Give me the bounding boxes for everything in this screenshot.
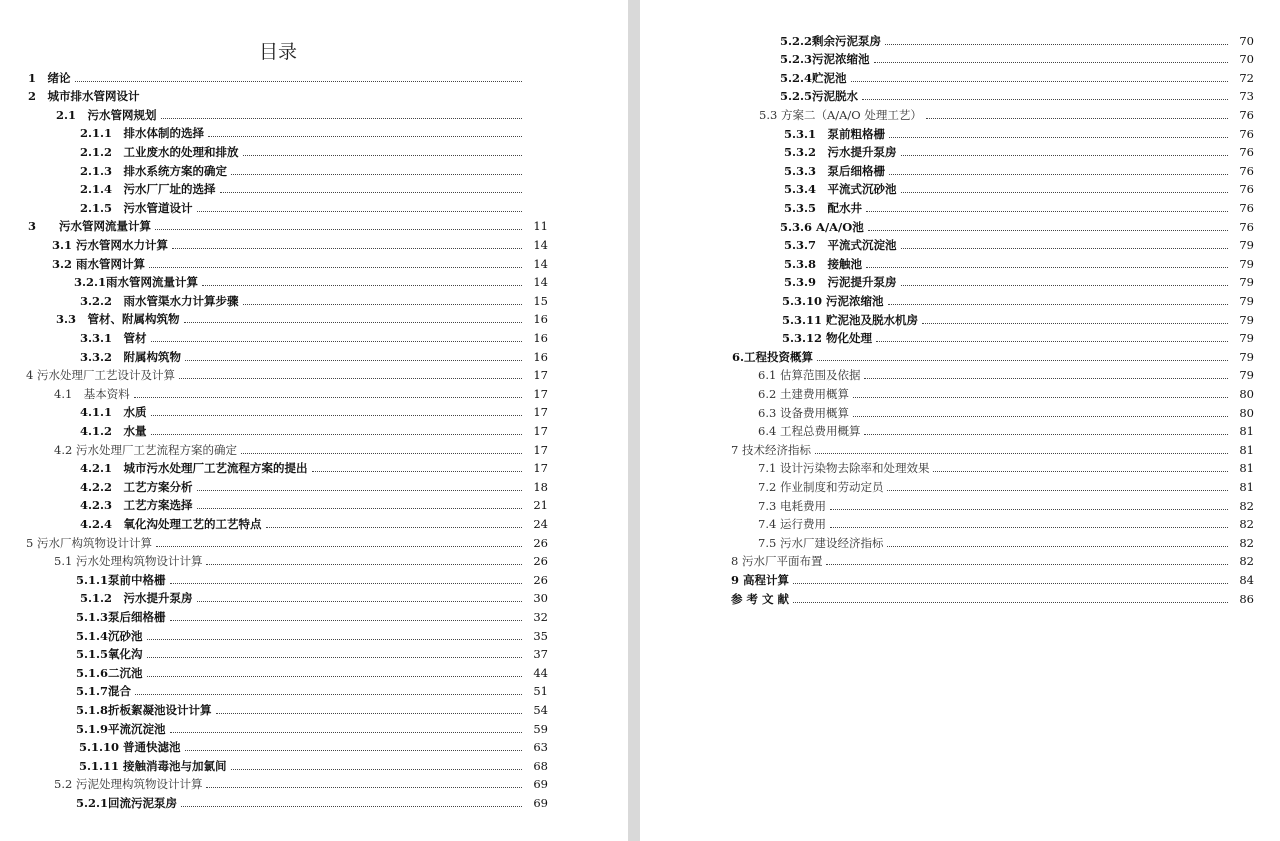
toc-entry[interactable] bbox=[52, 252, 548, 271]
toc-entry-label: 2.1.4 污水厂厂址的选择 bbox=[80, 182, 216, 197]
toc-entry-page: 63 bbox=[533, 740, 548, 755]
toc-entry-label: 4.2.1 城市污水处理厂工艺流程方案的提出 bbox=[80, 461, 308, 476]
toc-leader-dots bbox=[147, 656, 522, 658]
toc-leader-dots bbox=[887, 545, 1228, 547]
toc-leader-dots bbox=[197, 489, 522, 491]
toc-entry-page: 32 bbox=[533, 609, 548, 624]
toc-entry[interactable] bbox=[54, 438, 548, 457]
toc-entry-label: 7.3 电耗费用 bbox=[758, 498, 826, 513]
toc-entry-page: 26 bbox=[533, 572, 548, 587]
toc-entry[interactable] bbox=[784, 271, 1254, 290]
toc-entry[interactable] bbox=[758, 420, 1254, 439]
left-page bbox=[0, 0, 628, 841]
toc-entry-page: 82 bbox=[1239, 535, 1254, 550]
toc-entry-label: 2.1.2 工业废水的处理和排放 bbox=[80, 144, 239, 159]
toc-leader-dots bbox=[901, 284, 1228, 286]
toc-entry-page: 26 bbox=[533, 535, 548, 550]
toc-entry-label: 3.2.1雨水管网流量计算 bbox=[74, 275, 199, 290]
toc-entry[interactable] bbox=[26, 531, 548, 550]
toc-leader-dots bbox=[830, 508, 1228, 510]
toc-leader-dots bbox=[75, 80, 522, 82]
toc-entry-label: 8 污水厂平面布置 bbox=[731, 554, 823, 569]
toc-leader-dots bbox=[151, 414, 522, 416]
toc-leader-dots bbox=[853, 396, 1228, 398]
toc-leader-dots bbox=[206, 563, 522, 565]
toc-leader-dots bbox=[170, 731, 522, 733]
toc-entry-page: 69 bbox=[533, 795, 548, 810]
toc-entry[interactable] bbox=[80, 494, 548, 513]
toc-entry[interactable] bbox=[759, 103, 1254, 122]
toc-entry-page: 17 bbox=[533, 423, 548, 438]
toc-leader-dots bbox=[889, 136, 1228, 138]
toc-leader-dots bbox=[862, 98, 1228, 100]
toc-leader-dots bbox=[197, 600, 522, 602]
toc-leader-dots bbox=[853, 415, 1228, 417]
toc-leader-dots bbox=[901, 191, 1228, 193]
toc-entry[interactable] bbox=[731, 587, 1254, 606]
toc-entry[interactable] bbox=[76, 698, 548, 717]
toc-entry-page: 59 bbox=[533, 721, 548, 736]
toc-entry[interactable] bbox=[76, 680, 548, 699]
toc-entry-label: 5.1.10 普通快滤池 bbox=[79, 740, 181, 755]
toc-entry-label: 5.2.4贮泥池 bbox=[780, 70, 847, 85]
page-gutter bbox=[628, 0, 640, 841]
toc-leader-dots bbox=[197, 507, 522, 509]
toc-left-column bbox=[0, 0, 628, 841]
toc-leader-dots bbox=[864, 377, 1228, 379]
toc-leader-dots bbox=[149, 266, 522, 268]
toc-leader-dots bbox=[147, 675, 522, 677]
toc-entry-label: 参 考 文 献 bbox=[731, 591, 790, 606]
toc-entry-page: 35 bbox=[533, 628, 548, 643]
toc-entry-page: 14 bbox=[533, 275, 548, 290]
toc-leader-dots bbox=[151, 433, 522, 435]
toc-entry-label: 5.3 方案二（A/A/O 处理工艺） bbox=[759, 107, 922, 122]
toc-entry-label: 4 污水处理厂工艺设计及计算 bbox=[26, 368, 175, 383]
toc-entry-page: 81 bbox=[1239, 479, 1254, 494]
toc-entry[interactable] bbox=[80, 122, 548, 141]
toc-entry-label: 5.3.10 污泥浓缩池 bbox=[782, 293, 884, 308]
toc-entry[interactable] bbox=[731, 550, 1254, 569]
toc-entry-label: 5.1.8折板絮凝池设计计算 bbox=[76, 702, 212, 717]
toc-entry-label: 3.3 管材、附属构筑物 bbox=[56, 312, 180, 327]
toc-entry[interactable] bbox=[56, 308, 548, 327]
toc-entry-label: 9 高程计算 bbox=[731, 572, 790, 587]
toc-leader-dots bbox=[243, 303, 522, 305]
toc-leader-dots bbox=[876, 340, 1228, 342]
toc-entry[interactable] bbox=[784, 234, 1254, 253]
toc-entry-label: 2 城市排水管网设计 bbox=[28, 89, 140, 104]
toc-entry-page: 79 bbox=[1239, 238, 1254, 253]
toc-entry-page: 37 bbox=[533, 647, 548, 662]
toc-entry-label: 3.3.1 管材 bbox=[80, 330, 147, 345]
toc-entry-page: 76 bbox=[1239, 182, 1254, 197]
toc-entry-page: 44 bbox=[533, 665, 548, 680]
toc-entry-page: 16 bbox=[533, 330, 548, 345]
toc-entry-page: 24 bbox=[533, 516, 548, 531]
toc-entry-page: 79 bbox=[1239, 368, 1254, 383]
toc-leader-dots bbox=[922, 322, 1228, 324]
toc-entry[interactable] bbox=[80, 457, 548, 476]
toc-entry-page: 76 bbox=[1239, 145, 1254, 160]
toc-entry-page: 80 bbox=[1239, 405, 1254, 420]
toc-entry[interactable] bbox=[52, 233, 548, 252]
toc-leader-dots bbox=[866, 210, 1228, 212]
toc-entry-page: 86 bbox=[1239, 591, 1254, 606]
toc-leader-dots bbox=[231, 173, 522, 175]
toc-entry-label: 2.1.5 污水管道设计 bbox=[80, 200, 193, 215]
toc-entry-page: 76 bbox=[1239, 126, 1254, 141]
toc-leader-dots bbox=[887, 489, 1228, 491]
toc-entry-page: 84 bbox=[1239, 572, 1254, 587]
toc-entry-label: 5.3.3 泵后细格栅 bbox=[784, 163, 886, 178]
toc-entry[interactable] bbox=[76, 661, 548, 680]
toc-leader-dots bbox=[241, 452, 522, 454]
toc-entry[interactable] bbox=[76, 624, 548, 643]
toc-entry[interactable] bbox=[758, 457, 1254, 476]
toc-entry-label: 5.3.11 贮泥池及脱水机房 bbox=[782, 312, 919, 327]
toc-leader-dots bbox=[206, 786, 522, 788]
toc-entry[interactable] bbox=[758, 513, 1254, 532]
toc-entry-label: 6.2 土建费用概算 bbox=[758, 386, 849, 401]
toc-entry[interactable] bbox=[80, 345, 548, 364]
toc-entry-label: 3 污水管网流量计算 bbox=[28, 219, 152, 234]
toc-leader-dots bbox=[185, 359, 522, 361]
toc-entry-label: 5.2.2剩余污泥泵房 bbox=[780, 33, 882, 48]
toc-entry-label: 5.2.5污泥脱水 bbox=[780, 89, 859, 104]
toc-entry-label: 5.3.12 物化处理 bbox=[782, 331, 873, 346]
toc-entry-page: 81 bbox=[1239, 424, 1254, 439]
toc-entry-label: 4.1 基本资料 bbox=[54, 386, 130, 401]
toc-entry-label: 7 技术经济指标 bbox=[731, 442, 811, 457]
toc-entry[interactable] bbox=[782, 308, 1254, 327]
toc-entry-page: 79 bbox=[1239, 275, 1254, 290]
toc-entry-page: 14 bbox=[533, 237, 548, 252]
toc-entry-label: 5.3.8 接触池 bbox=[784, 256, 863, 271]
toc-entry-label: 5.3.4 平流式沉砂池 bbox=[784, 182, 897, 197]
toc-entry-label: 2.1.3 排水系统方案的确定 bbox=[80, 163, 228, 178]
toc-entry[interactable] bbox=[28, 215, 548, 234]
toc-leader-dots bbox=[147, 638, 522, 640]
toc-leader-dots bbox=[901, 247, 1228, 249]
toc-leader-dots bbox=[179, 377, 522, 379]
toc-entry-label: 4.2.2 工艺方案分析 bbox=[80, 479, 193, 494]
toc-leader-dots bbox=[184, 321, 522, 323]
toc-leader-dots bbox=[216, 712, 522, 714]
toc-entry-page: 54 bbox=[533, 702, 548, 717]
toc-entry[interactable] bbox=[758, 364, 1254, 383]
toc-leader-dots bbox=[144, 99, 522, 100]
toc-entry-page: 17 bbox=[533, 368, 548, 383]
toc-leader-dots bbox=[266, 526, 522, 528]
toc-entry[interactable] bbox=[80, 326, 548, 345]
toc-entry[interactable] bbox=[80, 587, 548, 606]
toc-leader-dots bbox=[312, 470, 522, 472]
toc-entry-page: 76 bbox=[1239, 163, 1254, 178]
toc-entry[interactable] bbox=[80, 178, 548, 197]
toc-entry-page: 81 bbox=[1239, 442, 1254, 457]
toc-entry[interactable] bbox=[780, 48, 1254, 67]
toc-entry-label: 6.工程投资概算 bbox=[732, 349, 814, 364]
toc-entry-page: 16 bbox=[533, 349, 548, 364]
toc-entry-label: 5.1.9平流沉淀池 bbox=[76, 721, 166, 736]
toc-entry[interactable] bbox=[731, 568, 1254, 587]
toc-entry-label: 5.3.5 配水井 bbox=[784, 200, 863, 215]
toc-leader-dots bbox=[817, 359, 1228, 361]
toc-entry-label: 4.1.1 水质 bbox=[80, 405, 147, 420]
toc-entry-label: 6.1 估算范围及依据 bbox=[758, 368, 861, 383]
toc-entry[interactable] bbox=[28, 85, 548, 104]
toc-leader-dots bbox=[889, 173, 1228, 175]
toc-entry-label: 3.1 污水管网水力计算 bbox=[52, 237, 169, 252]
toc-entry-label: 5.3.2 污水提升泵房 bbox=[784, 145, 897, 160]
toc-leader-dots bbox=[885, 43, 1228, 45]
toc-entry[interactable] bbox=[76, 643, 548, 662]
toc-entry-page: 69 bbox=[533, 777, 548, 792]
toc-entry[interactable] bbox=[76, 605, 548, 624]
toc-right-column bbox=[640, 0, 1280, 841]
toc-entry[interactable] bbox=[28, 66, 548, 85]
toc-entry-label: 6.4 工程总费用概算 bbox=[758, 424, 861, 439]
toc-entry-page: 17 bbox=[533, 442, 548, 457]
toc-leader-dots bbox=[208, 135, 522, 137]
toc-entry-label: 3.3.2 附属构筑物 bbox=[80, 349, 182, 364]
toc-entry-page: 73 bbox=[1239, 89, 1254, 104]
toc-leader-dots bbox=[161, 117, 522, 119]
toc-entry-page: 82 bbox=[1239, 517, 1254, 532]
toc-entry[interactable] bbox=[782, 327, 1254, 346]
toc-entry-label: 4.2 污水处理厂工艺流程方案的确定 bbox=[54, 442, 237, 457]
toc-entry-page: 70 bbox=[1239, 52, 1254, 67]
toc-entry-label: 5.3.6 A/A/O池 bbox=[780, 219, 864, 234]
toc-entry-label: 3.2 雨水管网计算 bbox=[52, 256, 146, 271]
toc-leader-dots bbox=[197, 210, 522, 212]
toc-entry[interactable] bbox=[80, 401, 548, 420]
toc-leader-dots bbox=[202, 284, 522, 286]
toc-leader-dots bbox=[793, 582, 1228, 584]
toc-leader-dots bbox=[185, 749, 522, 751]
toc-entry-page: 51 bbox=[533, 684, 548, 699]
toc-entry[interactable] bbox=[76, 568, 548, 587]
toc-entry[interactable] bbox=[758, 531, 1254, 550]
toc-entry[interactable] bbox=[758, 475, 1254, 494]
toc-entry-label: 5.1.7混合 bbox=[76, 684, 132, 699]
toc-entry-page: 15 bbox=[533, 293, 548, 308]
toc-entry[interactable] bbox=[80, 289, 548, 308]
toc-leader-dots bbox=[231, 768, 522, 770]
toc-leader-dots bbox=[830, 526, 1228, 528]
toc-entry-page: 17 bbox=[533, 386, 548, 401]
toc-entry[interactable] bbox=[74, 271, 548, 290]
toc-entry-label: 4.1.2 水量 bbox=[80, 423, 147, 438]
toc-entry[interactable] bbox=[80, 419, 548, 438]
toc-title: 目录 bbox=[258, 41, 297, 63]
toc-leader-dots bbox=[151, 340, 522, 342]
toc-entry-label: 1 绪论 bbox=[28, 70, 71, 85]
toc-entry-label: 5.1.11 接触消毒池与加氯间 bbox=[79, 758, 227, 773]
toc-entry-label: 5.2.3污泥浓缩池 bbox=[780, 52, 870, 67]
toc-entry[interactable] bbox=[76, 791, 548, 810]
toc-entry-label: 5.2.1回流污泥泵房 bbox=[76, 795, 178, 810]
toc-entry[interactable] bbox=[780, 66, 1254, 85]
toc-entry-label: 5.3.9 污泥提升泵房 bbox=[784, 275, 897, 290]
toc-entry[interactable] bbox=[80, 159, 548, 178]
toc-entry-page: 76 bbox=[1239, 219, 1254, 234]
toc-entry-page: 80 bbox=[1239, 386, 1254, 401]
toc-entry-page: 76 bbox=[1239, 107, 1254, 122]
toc-leader-dots bbox=[134, 396, 522, 398]
toc-entry[interactable] bbox=[780, 29, 1254, 48]
toc-entry-label: 2.1.1 排水体制的选择 bbox=[80, 126, 205, 141]
toc-leader-dots bbox=[874, 61, 1228, 63]
toc-leader-dots bbox=[181, 805, 522, 807]
toc-entry-label: 2.1 污水管网规划 bbox=[56, 107, 157, 122]
toc-leader-dots bbox=[170, 582, 522, 584]
toc-entry[interactable] bbox=[79, 736, 548, 755]
toc-entry[interactable] bbox=[80, 196, 548, 215]
toc-leader-dots bbox=[901, 154, 1228, 156]
toc-entry[interactable] bbox=[780, 215, 1254, 234]
toc-entry[interactable] bbox=[80, 140, 548, 159]
toc-entry[interactable] bbox=[784, 178, 1254, 197]
toc-entry-label: 5 污水厂构筑物设计计算 bbox=[26, 535, 152, 550]
right-page bbox=[640, 0, 1280, 841]
toc-leader-dots bbox=[155, 228, 522, 230]
toc-entry-page: 79 bbox=[1239, 349, 1254, 364]
toc-entry-label: 5.1.4沉砂池 bbox=[76, 628, 143, 643]
toc-entry-label: 6.3 设备费用概算 bbox=[758, 405, 849, 420]
toc-leader-dots bbox=[220, 191, 522, 193]
toc-entry-page: 16 bbox=[533, 312, 548, 327]
toc-entry[interactable] bbox=[54, 550, 548, 569]
toc-entry-page: 70 bbox=[1239, 33, 1254, 48]
toc-leader-dots bbox=[135, 693, 522, 695]
toc-leader-dots bbox=[851, 80, 1228, 82]
toc-entry-label: 5.1 污水处理构筑物设计计算 bbox=[54, 554, 203, 569]
toc-entry-label: 5.3.1 泵前粗格栅 bbox=[784, 126, 886, 141]
toc-entry-label: 3.2.2 雨水管渠水力计算步骤 bbox=[80, 293, 239, 308]
toc-entry-page: 79 bbox=[1239, 331, 1254, 346]
toc-entry-page: 14 bbox=[533, 256, 548, 271]
toc-entry-label: 4.2.4 氧化沟处理工艺的工艺特点 bbox=[80, 516, 262, 531]
toc-entry[interactable] bbox=[54, 382, 548, 401]
toc-entry-label: 5.1.2 污水提升泵房 bbox=[80, 591, 193, 606]
toc-entry-page: 30 bbox=[533, 591, 548, 606]
toc-entry[interactable] bbox=[26, 364, 548, 383]
toc-entry-label: 7.1 设计污染物去除率和处理效果 bbox=[758, 461, 930, 476]
toc-entry-page: 11 bbox=[533, 219, 548, 234]
toc-entry[interactable] bbox=[780, 85, 1254, 104]
toc-entry-page: 26 bbox=[533, 554, 548, 569]
toc-entry-label: 5.1.3泵后细格栅 bbox=[76, 609, 166, 624]
toc-entry-label: 5.3.7 平流式沉淀池 bbox=[784, 238, 897, 253]
toc-entry-page: 76 bbox=[1239, 200, 1254, 215]
toc-entry-page: 17 bbox=[533, 461, 548, 476]
toc-entry-label: 5.1.6二沉池 bbox=[76, 665, 143, 680]
toc-entry-page: 18 bbox=[533, 479, 548, 494]
toc-entry-page: 82 bbox=[1239, 498, 1254, 513]
toc-entry[interactable] bbox=[784, 252, 1254, 271]
toc-entry[interactable] bbox=[784, 159, 1254, 178]
toc-entry[interactable] bbox=[784, 196, 1254, 215]
toc-entry[interactable] bbox=[784, 122, 1254, 141]
toc-entry[interactable] bbox=[758, 401, 1254, 420]
toc-leader-dots bbox=[172, 247, 522, 249]
toc-leader-dots bbox=[793, 601, 1228, 603]
toc-entry-label: 5.2 污泥处理构筑物设计计算 bbox=[54, 777, 203, 792]
toc-entry[interactable] bbox=[782, 289, 1254, 308]
toc-entry[interactable] bbox=[76, 717, 548, 736]
toc-entry-label: 5.1.1泵前中格栅 bbox=[76, 572, 166, 587]
toc-entry-page: 72 bbox=[1239, 70, 1254, 85]
toc-entry[interactable] bbox=[80, 475, 548, 494]
toc-leader-dots bbox=[868, 229, 1228, 231]
toc-leader-dots bbox=[866, 266, 1228, 268]
toc-entry-page: 82 bbox=[1239, 554, 1254, 569]
toc-leader-dots bbox=[243, 154, 522, 156]
toc-leader-dots bbox=[170, 619, 522, 621]
toc-entry-page: 21 bbox=[533, 498, 548, 513]
toc-entry-page: 81 bbox=[1239, 461, 1254, 476]
toc-entry-label: 4.2.3 工艺方案选择 bbox=[80, 498, 193, 513]
toc-entry[interactable] bbox=[732, 345, 1254, 364]
toc-entry-label: 7.4 运行费用 bbox=[758, 517, 826, 532]
toc-entry-label: 7.2 作业制度和劳动定员 bbox=[758, 479, 884, 494]
toc-entry-page: 68 bbox=[533, 758, 548, 773]
toc-leader-dots bbox=[864, 433, 1228, 435]
toc-entry[interactable] bbox=[758, 382, 1254, 401]
toc-leader-dots bbox=[826, 563, 1228, 565]
toc-entry-page: 17 bbox=[533, 405, 548, 420]
toc-entry-page: 79 bbox=[1239, 256, 1254, 271]
toc-entry[interactable] bbox=[758, 494, 1254, 513]
toc-leader-dots bbox=[156, 545, 522, 547]
toc-leader-dots bbox=[888, 303, 1228, 305]
toc-entry[interactable] bbox=[54, 773, 548, 792]
toc-entry[interactable] bbox=[56, 103, 548, 122]
toc-entry[interactable] bbox=[79, 754, 548, 773]
toc-entry[interactable] bbox=[731, 438, 1254, 457]
toc-leader-dots bbox=[815, 452, 1228, 454]
toc-entry-label: 7.5 污水厂建设经济指标 bbox=[758, 535, 884, 550]
toc-entry[interactable] bbox=[80, 512, 548, 531]
toc-entry[interactable] bbox=[784, 141, 1254, 160]
toc-entry-page: 79 bbox=[1239, 312, 1254, 327]
toc-leader-dots bbox=[926, 117, 1228, 119]
toc-entry-label: 5.1.5氧化沟 bbox=[76, 647, 143, 662]
toc-leader-dots bbox=[933, 470, 1228, 472]
toc-entry-page: 79 bbox=[1239, 293, 1254, 308]
